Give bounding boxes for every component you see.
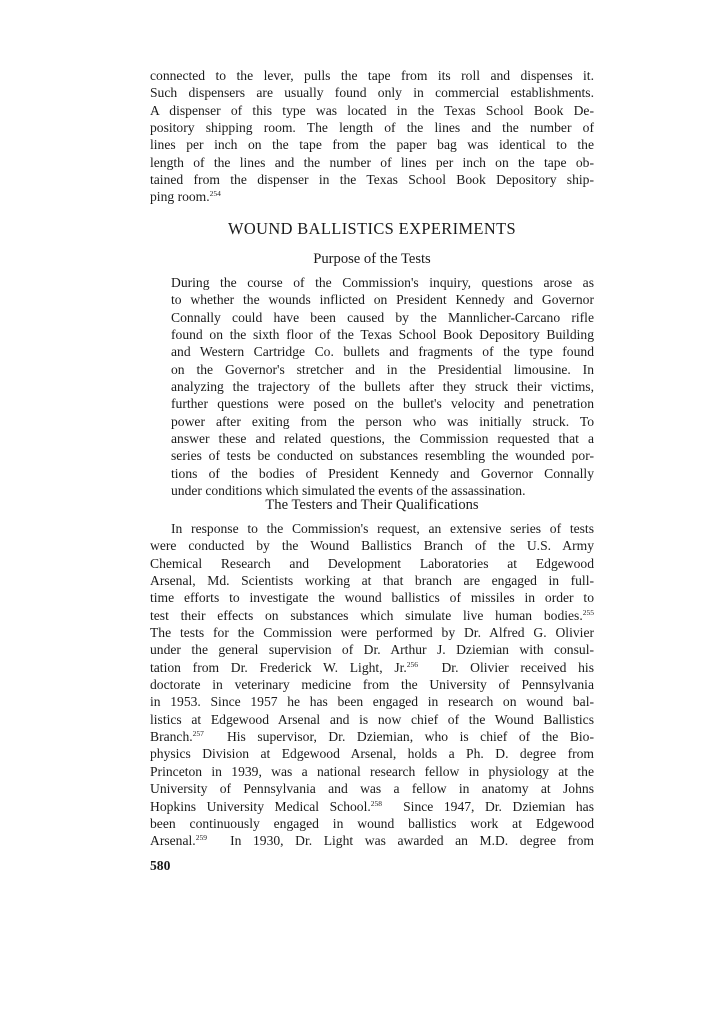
text-line: time efforts to investigate the wound ballistics of missiles in order to <box>150 590 594 606</box>
text-line: analyzing the trajectory of the bullets after they struck their victims, <box>171 379 594 395</box>
text-line: Branch.$^{257}$ His supervisor, Dr. Dziemian, who is chief of the Bio- <box>150 729 594 745</box>
page-number: 580 <box>150 858 171 873</box>
text-line: under conditions which simulated the events of the assassination. <box>171 483 526 499</box>
text-line: been continuously engaged in wound ballistics work at Edgewood <box>150 815 594 831</box>
text-line: tained from the dispenser in the Texas School Book Depository ship- <box>150 172 594 188</box>
text-line: Connally could have been caused by the Mannlicher-Carcano rifle <box>171 309 594 325</box>
text-line: doctorate in veterinary medicine from the University of Pennsylvania <box>150 677 594 693</box>
text-line: to whether the wounds inflicted on President Kennedy and Governor <box>171 292 594 308</box>
text-line: Arsenal.$^{259}$ In 1930, Dr. Light was awarded an M.D. degree from <box>150 833 594 849</box>
text-line: tions of the bodies of President Kennedy and Governor Connally <box>171 465 594 481</box>
text-line: physics Division at Edgewood Arsenal, holds a Ph. D. degree from <box>150 746 594 762</box>
text-line: ping room.$^{254}$ <box>150 189 221 205</box>
text-line: further questions were posed on the bullet's velocity and penetration <box>171 396 594 412</box>
text-line: under the general supervision of Dr. Arthur J. Dziemian with consul- <box>150 642 594 658</box>
text-line: During the course of the Commission's inquiry, questions arose as <box>171 275 594 290</box>
text-line: Princeton in 1939, was a national research fellow in physiology at the <box>150 763 594 779</box>
footnote-ref: 254 <box>209 189 221 199</box>
text-line: pository shipping room. The length of the lines and the number of <box>150 120 594 136</box>
text-line: University of Pennsylvania and was a fellow in anatomy at Johns <box>150 781 594 797</box>
text-line: Hopkins University Medical School.$^{258}$ Since 1947, Dr. Dziemian has <box>150 798 594 814</box>
text-line: length of the lines and the number of lines per inch on the tape ob- <box>150 154 594 170</box>
text-line: Such dispensers are usually found only in commercial establishments. <box>150 85 594 101</box>
footnote-ref: 259 <box>195 833 207 843</box>
testers-paragraph <box>150 520 594 850</box>
text-line: A dispenser of this type was located in the Texas School Book De- <box>150 102 594 118</box>
text-line: answer these and related questions, the Commission requested that a <box>171 431 594 447</box>
section-heading: WOUND BALLISTICS EXPERIMENTS <box>227 219 517 238</box>
text-line: and Western Cartridge Co. bullets and fragments of the type found <box>171 344 594 360</box>
footnote-ref: 255 <box>582 607 594 617</box>
text-line: were conducted by the Wound Ballistics Branch of the U.S. Army <box>150 538 594 554</box>
text-line: on the Governor's stretcher and in the Presidential limousine. In <box>171 361 594 377</box>
text-line: Arsenal, Md. Scientists working at that branch are engaged in full- <box>150 573 594 589</box>
text-line: test their effects on substances which simulate live human bodies.$^{255}$ <box>150 607 594 623</box>
subsection-heading-testers: The Testers and Their Qualifications <box>265 497 479 513</box>
text-line: In response to the Commission's request, an extensive series of tests <box>171 521 594 536</box>
text-line: listics at Edgewood Arsenal and is now chief of the Wound Ballistics <box>150 711 594 727</box>
text-line: found on the sixth floor of the Texas School Book Depository Building <box>171 327 594 343</box>
text-line: series of tests be conducted on substances resembling the wounded por- <box>171 448 594 464</box>
text-line: in 1953. Since 1957 he has been engaged in research on wound bal- <box>150 694 594 710</box>
text-line: lines per inch on the tape from the paper bag was identical to the <box>150 137 594 153</box>
text-line: Chemical Research and Development Laboratories at Edgewood <box>150 555 594 571</box>
text-line: power after exiting from the person who was initially struck. To <box>171 413 594 429</box>
text-line: tation from Dr. Frederick W. Light, Jr.$^{256}$ Dr. Olivier received his <box>150 659 595 675</box>
footnote-ref: 256 <box>406 659 419 669</box>
text-line: The tests for the Commission were performed by Dr. Alfred G. Olivier <box>150 625 594 641</box>
footnote-ref: 258 <box>370 798 383 808</box>
intro-paragraph <box>150 67 594 206</box>
text-line: connected to the lever, pulls the tape from its roll and dispenses it. <box>150 68 594 83</box>
purpose-paragraph <box>150 274 594 499</box>
subsection-heading-purpose: Purpose of the Tests <box>313 251 431 267</box>
footnote-ref: 257 <box>192 729 204 739</box>
